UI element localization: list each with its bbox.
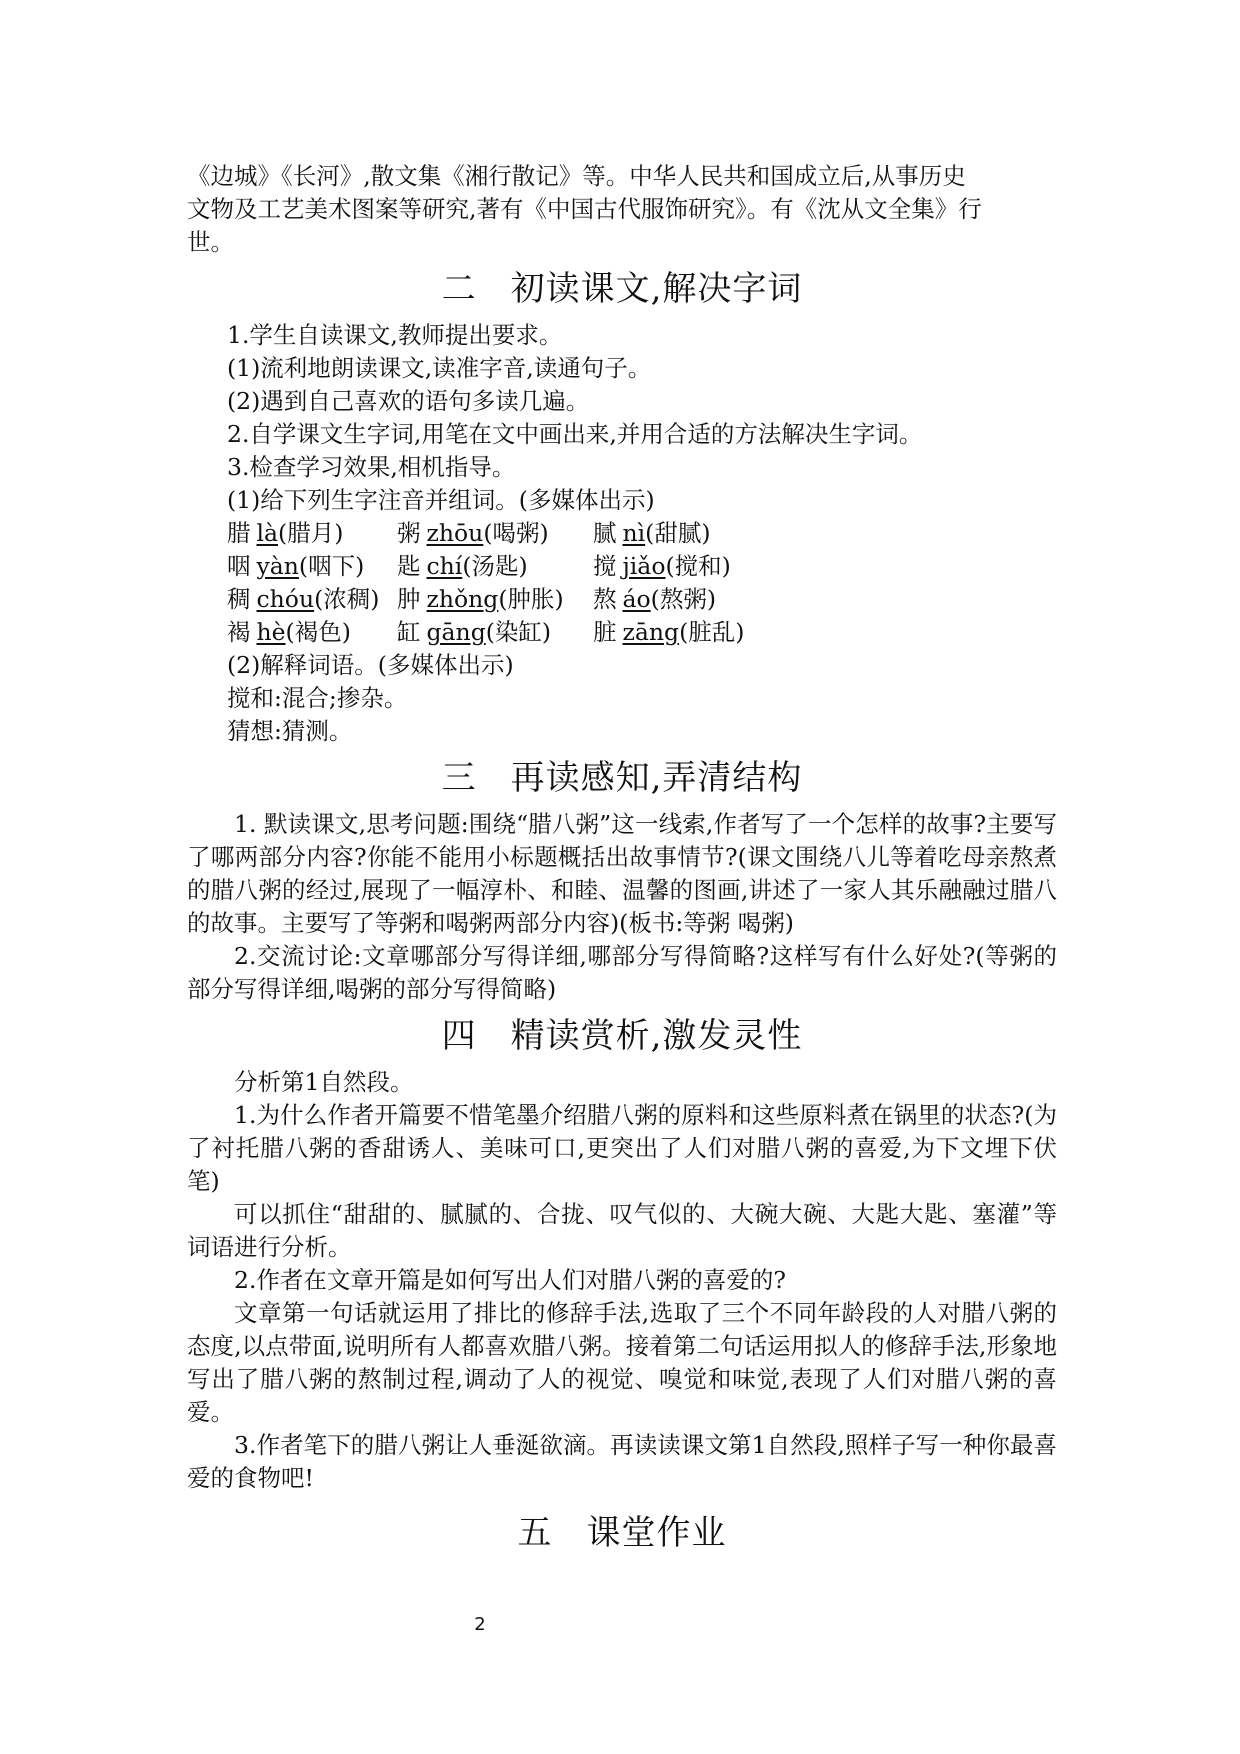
intro-line: 文物及工艺美术图案等研究,著有《中国古代服饰研究》。有《沈从文全集》行 [187, 195, 982, 223]
word: (腊月) [278, 519, 344, 547]
word: (喝粥) [483, 519, 549, 547]
word: (染缸) [485, 618, 552, 646]
section-heading-2 [187, 265, 1057, 313]
list-item: 3.检查学习效果,相机指导。 [227, 453, 516, 481]
section-heading-5 [187, 1509, 1057, 1557]
word: (褐色) [285, 618, 351, 646]
paragraph: 3.作者笔下的腊八粥让人垂涎欲滴。再读读课文第1自然段,照样子写一种你最喜爱的食物吧! [187, 1431, 1057, 1492]
character: 搅 [593, 552, 617, 580]
word: (甜腻) [645, 519, 711, 547]
section-title: 再读感知,弄清结构 [510, 758, 803, 798]
section-number: 三 [441, 758, 477, 798]
paragraph: 分析第1自然段。 [234, 1068, 414, 1096]
section-heading-4 [187, 1012, 1057, 1060]
pinyin: yàn [256, 552, 299, 580]
pinyin: zhōu [426, 519, 484, 547]
character-entry [227, 517, 397, 550]
word: (搅和) [665, 552, 731, 580]
definition-item: 猜想:猜测。 [227, 717, 353, 745]
character-entry [227, 583, 397, 616]
document-page [187, 160, 1057, 1563]
pinyin: gāng [426, 618, 486, 646]
list-item: (2)遇到自己喜欢的语句多读几遍。 [227, 387, 590, 415]
pinyin: hè [256, 618, 286, 646]
pinyin: zhǒng [426, 585, 499, 613]
character: 脏 [593, 618, 617, 646]
intro-line: 世。 [187, 228, 234, 256]
character-entry [397, 550, 593, 583]
pinyin: chóu [256, 585, 315, 613]
word: (熬粥) [650, 585, 717, 613]
character-entry [593, 550, 793, 583]
list-item: (1)流利地朗读课文,读准字音,读通句子。 [227, 354, 652, 382]
pinyin: áo [622, 585, 651, 613]
word: (脏乱) [679, 618, 745, 646]
paragraph: 2.作者在文章开篇是如何写出人们对腊八粥的喜爱的? [234, 1266, 787, 1294]
character: 咽 [227, 552, 251, 580]
character-row [227, 550, 1057, 583]
character: 腊 [227, 519, 251, 547]
character: 肿 [397, 585, 421, 613]
pinyin: jiǎo [622, 552, 666, 580]
pinyin: chí [426, 552, 463, 580]
character-entry [397, 616, 593, 649]
paragraph: 1. 默读课文,思考问题:围绕“腊八粥”这一线索,作者写了一个怎样的故事?主要写了哪两部分内容?你能不能用小标题概括出故事情节?(课文围绕八儿等着吃母亲熬煮的腊八粥的经过,展现了一幅淳朴、和睦、温馨的图画,讲述了一家人其乐融融过腊八的故事。主要写了等粥和喝粥两部分内容)(板书:等粥 喝粥) [187, 810, 1057, 937]
character: 腻 [593, 519, 617, 547]
list-item: (1)给下列生字注音并组词。(多媒体出示) [227, 486, 655, 514]
section-number: 二 [441, 269, 477, 309]
paragraph: 2.交流讨论:文章哪部分写得详细,哪部分写得简略?这样写有什么好处?(等粥的部分写得详细,喝粥的部分写得简略) [187, 942, 1057, 1003]
character: 匙 [397, 552, 421, 580]
character-entry [227, 616, 397, 649]
character-entry [397, 583, 593, 616]
character-table [187, 517, 1057, 649]
section-heading-3 [187, 754, 1057, 802]
paragraph: 文章第一句话就运用了排比的修辞手法,选取了三个不同年龄段的人对腊八粥的态度,以点带面,说明所有人都喜欢腊八粥。接着第二句话运用拟人的修辞手法,形象地写出了腊八粥的熬制过程,调动了人的视觉、嗅觉和味觉,表现了人们对腊八粥的喜爱。 [187, 1299, 1057, 1426]
section-number: 五 [517, 1513, 553, 1553]
character-entry [593, 616, 793, 649]
section-number: 四 [441, 1016, 477, 1056]
intro-line: 《边城》《长河》,散文集《湘行散记》等。中华人民共和国成立后,从事历史 [187, 162, 966, 190]
character: 熬 [593, 585, 617, 613]
word: (咽下) [298, 552, 365, 580]
list-item: 1.学生自读课文,教师提出要求。 [227, 321, 563, 349]
word: (汤匙) [462, 552, 528, 580]
definition-item: 搅和:混合;掺杂。 [227, 684, 408, 712]
character-row [227, 616, 1057, 649]
character-row [227, 517, 1057, 550]
list-item: 2.自学课文生字词,用笔在文中画出来,并用合适的方法解决生字词。 [227, 420, 923, 448]
character: 稠 [227, 585, 251, 613]
section-title: 初读课文,解决字词 [510, 269, 803, 309]
character: 缸 [397, 618, 421, 646]
section-title: 精读赏析,激发灵性 [510, 1016, 803, 1056]
page-number: 2 [474, 1614, 486, 1635]
character-row [227, 583, 1057, 616]
character-entry [593, 583, 793, 616]
character-entry [397, 517, 593, 550]
word: (肿胀) [498, 585, 564, 613]
character: 粥 [397, 519, 421, 547]
paragraph: 可以抓住“甜甜的、腻腻的、合拢、叹气似的、大碗大碗、大匙大匙、塞灌”等词语进行分析。 [187, 1200, 1057, 1261]
pinyin: nì [622, 519, 646, 547]
character-entry [227, 550, 397, 583]
character-entry [593, 517, 793, 550]
paragraph: 1.为什么作者开篇要不惜笔墨介绍腊八粥的原料和这些原料煮在锅里的状态?(为了衬托腊八粥的香甜诱人、美味可口,更突出了人们对腊八粥的喜爱,为下文埋下伏笔) [187, 1101, 1057, 1195]
character: 褐 [227, 618, 251, 646]
word: (浓稠) [314, 585, 380, 613]
pinyin: zāng [622, 618, 680, 646]
section-title: 课堂作业 [586, 1513, 727, 1553]
pinyin: là [256, 519, 279, 547]
list-item: (2)解释词语。(多媒体出示) [227, 651, 514, 679]
